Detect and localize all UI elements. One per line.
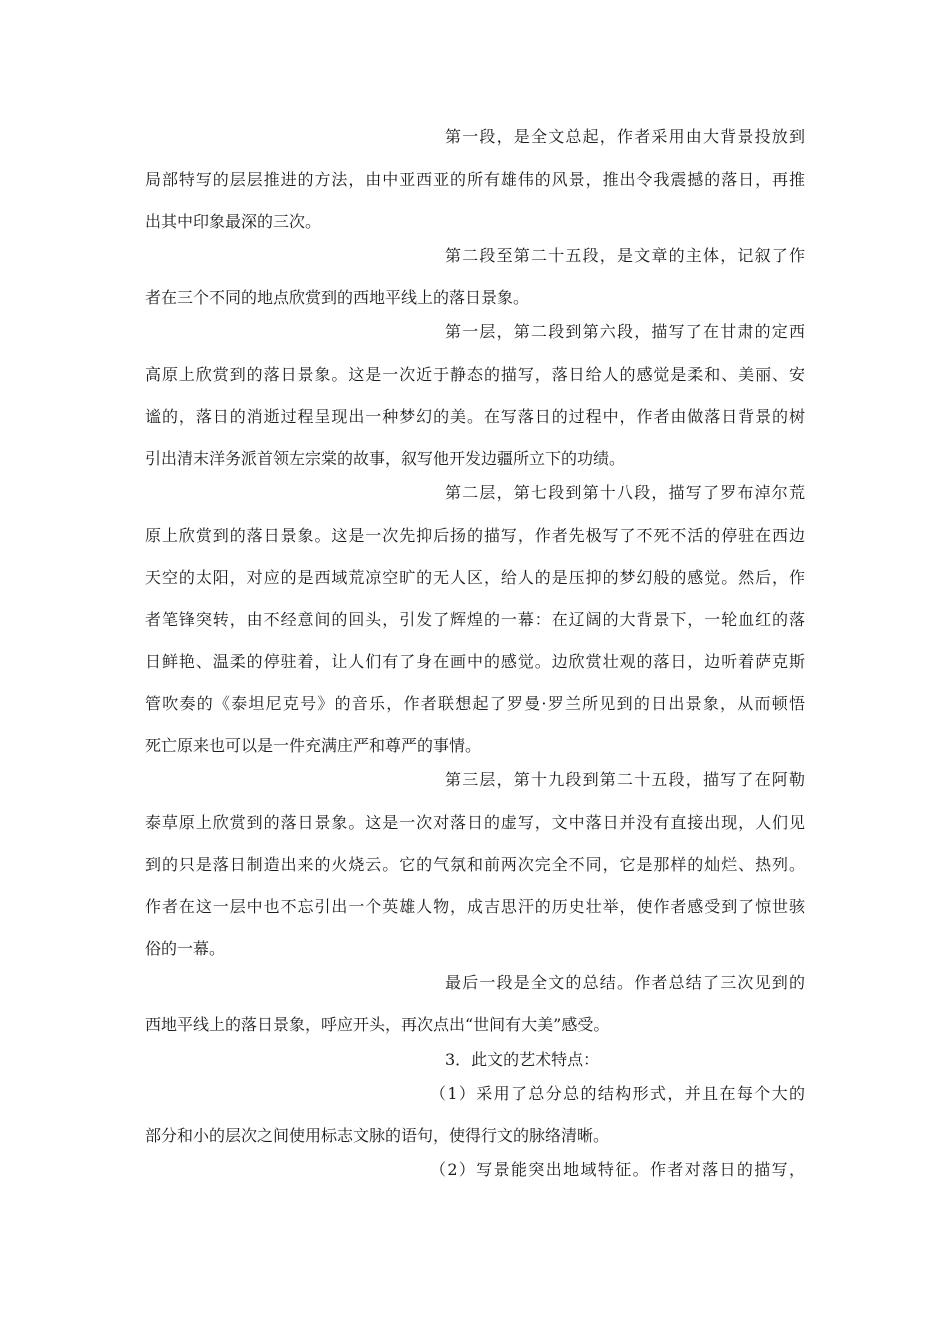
text-line: 最后一段是全文的总结。作者总结了三次见到的 bbox=[445, 973, 805, 992]
text-line: 日鲜艳、温柔的停驻着，让人们有了身在画中的感觉。边欣赏壮观的落日，边听着萨克斯 bbox=[145, 652, 805, 671]
text-line: 作者在这一层中也不忘引出一个英雄人物，成吉思汗的历史壮举，使作者感受到了惊世骇 bbox=[145, 897, 805, 916]
text-line: 者在三个不同的地点欣赏到的西地平线上的落日景象。 bbox=[145, 288, 530, 307]
text-line: 西地平线上的落日景象，呼应开头，再次点出“世间有大美”感受。 bbox=[145, 1015, 610, 1034]
text-line: 部分和小的层次之间使用标志文脉的语句，使得行文的脉络清晰。 bbox=[145, 1126, 610, 1145]
text-line: 原上欣赏到的落日景象。这是一次先抑后扬的描写，作者先极写了不死不活的停驻在西边 bbox=[145, 526, 805, 545]
text-line: （2）写景能突出地域特征。作者对落日的描写， bbox=[430, 1160, 805, 1179]
text-line: 第二层，第七段到第十八段，描写了罗布淖尔荒 bbox=[445, 483, 805, 502]
text-line: 到的只是落日制造出来的火烧云。它的气氛和前两次完全不同，它是那样的灿烂、热列。 bbox=[145, 855, 805, 874]
text-line: 高原上欣赏到的落日景象。这是一次近于静态的描写，落日给人的感觉是柔和、美丽、安 bbox=[145, 365, 805, 384]
text-line: 第三层，第十九段到第二十五段，描写了在阿勒 bbox=[445, 770, 805, 789]
text-line: 者笔锋突转，由不经意间的回头，引发了辉煌的一幕：在辽阔的大背景下，一轮血红的落 bbox=[145, 610, 805, 629]
text-line: 引出清末洋务派首领左宗棠的故事，叙写他开发边疆所立下的功绩。 bbox=[145, 449, 626, 468]
text-line: 第一层，第二段到第六段，描写了在甘肃的定西 bbox=[445, 322, 805, 341]
text-line: 谧的，落日的消逝过程呈现出一种梦幻的美。在写落日的过程中，作者由做落日背景的树 bbox=[145, 407, 805, 426]
section-heading: 3．此文的艺术特点： bbox=[445, 1050, 600, 1069]
text-line: （1）采用了总分总的结构形式，并且在每个大的 bbox=[430, 1084, 805, 1103]
text-line: 泰草原上欣赏到的落日景象。这是一次对落日的虚写，文中落日并没有直接出现，人们见 bbox=[145, 813, 805, 832]
text-line: 俗的一幕。 bbox=[145, 939, 226, 958]
text-line: 出其中印象最深的三次。 bbox=[145, 212, 322, 231]
text-line: 天空的太阳，对应的是西域荒凉空旷的无人区，给人的是压抑的梦幻般的感觉。然后，作 bbox=[145, 568, 805, 587]
text-line: 管吹奏的《泰坦尼克号》的音乐，作者联想起了罗曼·罗兰所见到的日出景象，从而顿悟 bbox=[145, 694, 805, 713]
text-line: 死亡原来也可以是一件充满庄严和尊严的事情。 bbox=[145, 736, 482, 755]
text-line: 第一段，是全文总起，作者采用由大背景投放到 bbox=[445, 127, 805, 146]
text-line: 局部特写的层层推进的方法，由中亚西亚的所有雄伟的风景，推出令我震撼的落日，再推 bbox=[145, 170, 805, 189]
text-line: 第二段至第二十五段，是文章的主体，记叙了作 bbox=[445, 246, 805, 265]
